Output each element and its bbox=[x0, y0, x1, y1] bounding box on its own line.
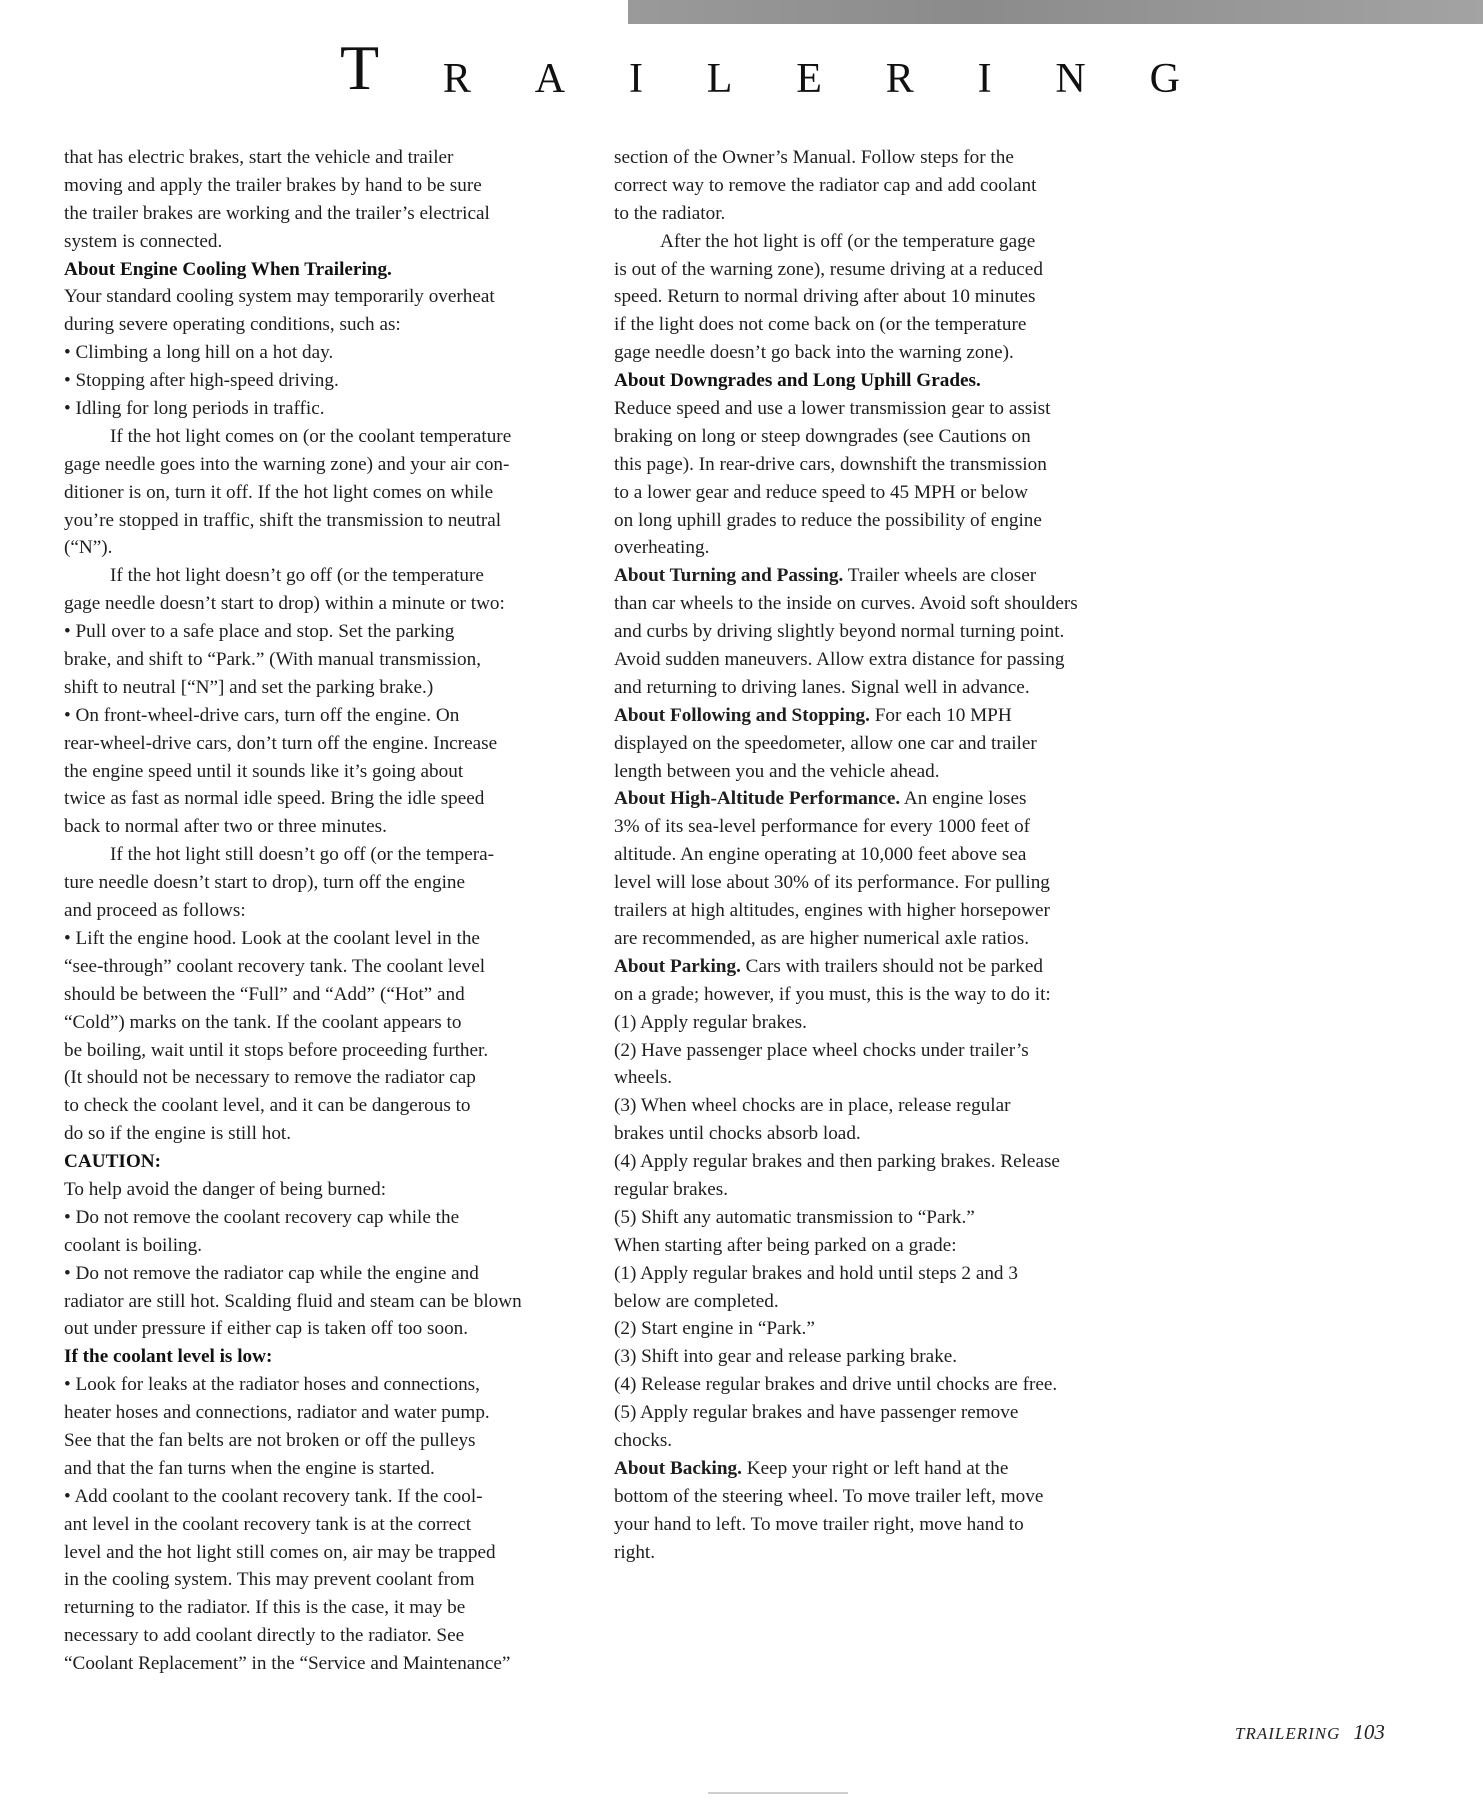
text-line: (3) Shift into gear and release parking brake. bbox=[614, 1346, 958, 1368]
text-line: your hand to left. To move trailer right, move hand to bbox=[614, 1513, 1024, 1535]
text-line: 3% of its sea-level performance for every 1000 feet of bbox=[614, 816, 1031, 838]
text-line: if the light does not come back on (or the temperature bbox=[614, 314, 1027, 336]
text-line: do so if the engine is still hot. bbox=[64, 1123, 292, 1145]
text-line: altitude. An engine operating at 10,000 feet above sea bbox=[614, 844, 1027, 866]
text-line: length between you and the vehicle ahead. bbox=[614, 760, 940, 782]
line-text: Keep your right or left hand at the bbox=[741, 1457, 1009, 1479]
text-line: returning to the radiator. If this is the case, it may be bbox=[64, 1597, 466, 1619]
section-heading: CAUTION: bbox=[64, 1151, 162, 1173]
text-line: • On front-wheel-drive cars, turn off the engine. On bbox=[64, 704, 460, 726]
title-letter: R bbox=[885, 56, 914, 102]
text-line: during severe operating conditions, such as: bbox=[64, 314, 401, 336]
section-heading: About Downgrades and Long Uphill Grades. bbox=[614, 370, 981, 392]
run-in-heading: About Following and Stopping. bbox=[614, 704, 870, 726]
text-line: ant level in the coolant recovery tank is at the correct bbox=[64, 1513, 472, 1535]
text-line: gage needle doesn’t start to drop) within a minute or two: bbox=[64, 593, 505, 615]
text-line: is out of the warning zone), resume driving at a reduced bbox=[614, 258, 1043, 280]
text-line: to check the coolant level, and it can be dangerous to bbox=[64, 1095, 471, 1117]
text-line: ture needle doesn’t start to drop), turn off the engine bbox=[64, 872, 466, 894]
text-line: (3) When wheel chocks are in place, release regular bbox=[614, 1095, 1011, 1117]
text-line: (5) Apply regular brakes and have passenger remove bbox=[614, 1402, 1019, 1424]
text-line: • Climbing a long hill on a hot day. bbox=[64, 342, 334, 364]
text-line: “Coolant Replacement” in the “Service and Maintenance” bbox=[64, 1653, 511, 1675]
section-heading: About Engine Cooling When Trailering. bbox=[64, 258, 392, 280]
text-line: and curbs by driving slightly beyond normal turning point. bbox=[614, 621, 1065, 643]
text-line bbox=[614, 1455, 1134, 1483]
text-line: level will lose about 30% of its performance. For pulling bbox=[614, 872, 1050, 894]
text-line bbox=[614, 562, 1134, 590]
footer-section-label: TRAILERING bbox=[1235, 1724, 1341, 1743]
text-line: and that the fan turns when the engine is started. bbox=[64, 1457, 435, 1479]
text-line: out under pressure if either cap is taken off too soon. bbox=[64, 1318, 469, 1340]
text-line: necessary to add coolant directly to the radiator. See bbox=[64, 1625, 465, 1647]
text-line: When starting after being parked on a grade: bbox=[614, 1234, 957, 1256]
text-line: brakes until chocks absorb load. bbox=[614, 1123, 861, 1145]
text-line: displayed on the speedometer, allow one car and trailer bbox=[614, 732, 1037, 754]
text-line: (4) Apply regular brakes and then parking brakes. Release bbox=[614, 1151, 1060, 1173]
page-title bbox=[340, 30, 1180, 103]
text-line: (5) Shift any automatic transmission to “Park.” bbox=[614, 1206, 975, 1228]
text-line: bottom of the steering wheel. To move trailer left, move bbox=[614, 1485, 1044, 1507]
run-in-heading: About Backing. bbox=[614, 1457, 742, 1479]
text-line: chocks. bbox=[614, 1429, 673, 1451]
text-line: • Idling for long periods in traffic. bbox=[64, 398, 325, 420]
title-letter: R bbox=[442, 56, 471, 102]
text-line: gage needle doesn’t go back into the warning zone). bbox=[614, 342, 1014, 364]
text-line: • Stopping after high-speed driving. bbox=[64, 370, 339, 392]
scan-edge-mark bbox=[708, 1792, 848, 1794]
text-line: Your standard cooling system may temporarily overheat bbox=[64, 286, 495, 308]
text-line: moving and apply the trailer brakes by hand to be sure bbox=[64, 174, 482, 196]
text-line: After the hot light is off (or the temperature gage bbox=[660, 230, 1036, 252]
text-line bbox=[614, 785, 1134, 813]
page-footer bbox=[1235, 1720, 1385, 1746]
run-in-heading: About High-Altitude Performance. bbox=[614, 788, 901, 810]
text-line: (1) Apply regular brakes and hold until steps 2 and 3 bbox=[614, 1262, 1018, 1284]
run-in-heading: About Turning and Passing. bbox=[614, 565, 844, 587]
text-line: system is connected. bbox=[64, 230, 223, 252]
text-line: in the cooling system. This may prevent coolant from bbox=[64, 1569, 475, 1591]
text-line: brake, and shift to “Park.” (With manual transmission, bbox=[64, 649, 481, 671]
text-line: “see-through” coolant recovery tank. The coolant level bbox=[64, 955, 486, 977]
line-text: An engine loses bbox=[900, 788, 1027, 810]
left-column bbox=[64, 144, 574, 1678]
text-line: If the hot light comes on (or the coolant temperature bbox=[110, 425, 512, 447]
text-line: regular brakes. bbox=[614, 1178, 729, 1200]
text-line: • Pull over to a safe place and stop. Set the parking bbox=[64, 621, 455, 643]
text-line: are recommended, as are higher numerical axle ratios. bbox=[614, 927, 1029, 949]
text-line: • Do not remove the radiator cap while the engine and bbox=[64, 1262, 479, 1284]
text-line: twice as fast as normal idle speed. Bring the idle speed bbox=[64, 788, 485, 810]
page-number: 103 bbox=[1353, 1720, 1385, 1744]
text-line: radiator are still hot. Scalding fluid and steam can be blown bbox=[64, 1290, 522, 1312]
section-heading: If the coolant level is low: bbox=[64, 1346, 273, 1368]
title-letter: T bbox=[340, 32, 380, 103]
text-line: shift to neutral [“N”] and set the parking brake.) bbox=[64, 676, 434, 698]
text-line: ditioner is on, turn it off. If the hot light comes on while bbox=[64, 481, 494, 503]
text-line: overheating. bbox=[614, 537, 710, 559]
text-line: • Look for leaks at the radiator hoses and connections, bbox=[64, 1374, 480, 1396]
text-line: correct way to remove the radiator cap and add coolant bbox=[614, 174, 1037, 196]
run-in-heading: About Parking. bbox=[614, 955, 741, 977]
text-line: on a grade; however, if you must, this is the way to do it: bbox=[614, 983, 1051, 1005]
title-letter: E bbox=[796, 56, 822, 102]
text-line: right. bbox=[614, 1541, 656, 1563]
title-letter: L bbox=[706, 56, 733, 102]
title-letter: I bbox=[977, 56, 992, 102]
title-letter: G bbox=[1149, 56, 1180, 102]
text-line: you’re stopped in traffic, shift the transmission to neutral bbox=[64, 509, 502, 531]
title-letter: I bbox=[628, 56, 643, 102]
text-line: • Add coolant to the coolant recovery tank. If the cool- bbox=[64, 1485, 483, 1507]
text-line: rear-wheel-drive cars, don’t turn off the engine. Increase bbox=[64, 732, 498, 754]
text-line: braking on long or steep downgrades (see Cautions on bbox=[614, 425, 1031, 447]
text-line: section of the Owner’s Manual. Follow steps for the bbox=[614, 147, 1014, 168]
line-text: Trailer wheels are closer bbox=[843, 565, 1037, 587]
text-line: (It should not be necessary to remove the radiator cap bbox=[64, 1067, 476, 1089]
title-letter: A bbox=[534, 56, 566, 102]
text-line: and proceed as follows: bbox=[64, 900, 246, 922]
text-line: (2) Have passenger place wheel chocks under trailer’s bbox=[614, 1039, 1029, 1061]
text-line: the trailer brakes are working and the trailer’s electrical bbox=[64, 202, 490, 224]
text-line bbox=[614, 953, 1134, 981]
text-line: than car wheels to the inside on curves. Avoid soft shoulders bbox=[614, 593, 1078, 615]
text-line bbox=[614, 702, 1134, 730]
text-line: on long uphill grades to reduce the possibility of engine bbox=[614, 509, 1042, 531]
text-line: (4) Release regular brakes and drive until chocks are free. bbox=[614, 1374, 1058, 1396]
text-line: the engine speed until it sounds like it’s going about bbox=[64, 760, 464, 782]
header-band bbox=[628, 0, 1483, 24]
title-letter: N bbox=[1055, 56, 1086, 102]
text-line: (2) Start engine in “Park.” bbox=[614, 1318, 815, 1340]
line-text: For each 10 MPH bbox=[869, 704, 1012, 726]
text-line: Reduce speed and use a lower transmission gear to assist bbox=[614, 398, 1051, 420]
text-line: that has electric brakes, start the vehicle and trailer bbox=[64, 147, 454, 168]
text-line: to the radiator. bbox=[614, 202, 726, 224]
text-line: Avoid sudden maneuvers. Allow extra distance for passing bbox=[614, 649, 1065, 671]
line-text: Cars with trailers should not be parked bbox=[740, 955, 1044, 977]
right-column bbox=[614, 144, 1134, 1566]
text-line: and returning to driving lanes. Signal well in advance. bbox=[614, 676, 1030, 698]
text-line: (1) Apply regular brakes. bbox=[614, 1011, 807, 1033]
text-line: be boiling, wait until it stops before proceeding further. bbox=[64, 1039, 489, 1061]
text-line: See that the fan belts are not broken or off the pulleys bbox=[64, 1429, 476, 1451]
text-line: • Do not remove the coolant recovery cap while the bbox=[64, 1206, 460, 1228]
text-line: level and the hot light still comes on, air may be trapped bbox=[64, 1541, 496, 1563]
text-line: (“N”). bbox=[64, 537, 113, 559]
text-line: wheels. bbox=[614, 1067, 673, 1089]
text-line: coolant is boiling. bbox=[64, 1234, 203, 1256]
text-line: should be between the “Full” and “Add” (“Hot” and bbox=[64, 983, 465, 1005]
text-line: If the hot light still doesn’t go off (or the tempera- bbox=[110, 844, 495, 866]
text-line: • Lift the engine hood. Look at the coolant level in the bbox=[64, 927, 480, 949]
text-line: back to normal after two or three minutes. bbox=[64, 816, 387, 838]
text-line: to a lower gear and reduce speed to 45 MPH or below bbox=[614, 481, 1029, 503]
text-line: speed. Return to normal driving after about 10 minutes bbox=[614, 286, 1036, 308]
text-line: “Cold”) marks on the tank. If the coolant appears to bbox=[64, 1011, 462, 1033]
text-line: this page). In rear-drive cars, downshift the transmission bbox=[614, 453, 1047, 475]
text-line: If the hot light doesn’t go off (or the temperature bbox=[110, 565, 484, 587]
text-line: below are completed. bbox=[614, 1290, 779, 1312]
text-line: trailers at high altitudes, engines with higher horsepower bbox=[614, 900, 1050, 922]
text-line: heater hoses and connections, radiator and water pump. bbox=[64, 1402, 490, 1424]
text-line: gage needle goes into the warning zone) and your air con- bbox=[64, 453, 510, 475]
text-line: To help avoid the danger of being burned: bbox=[64, 1178, 387, 1200]
